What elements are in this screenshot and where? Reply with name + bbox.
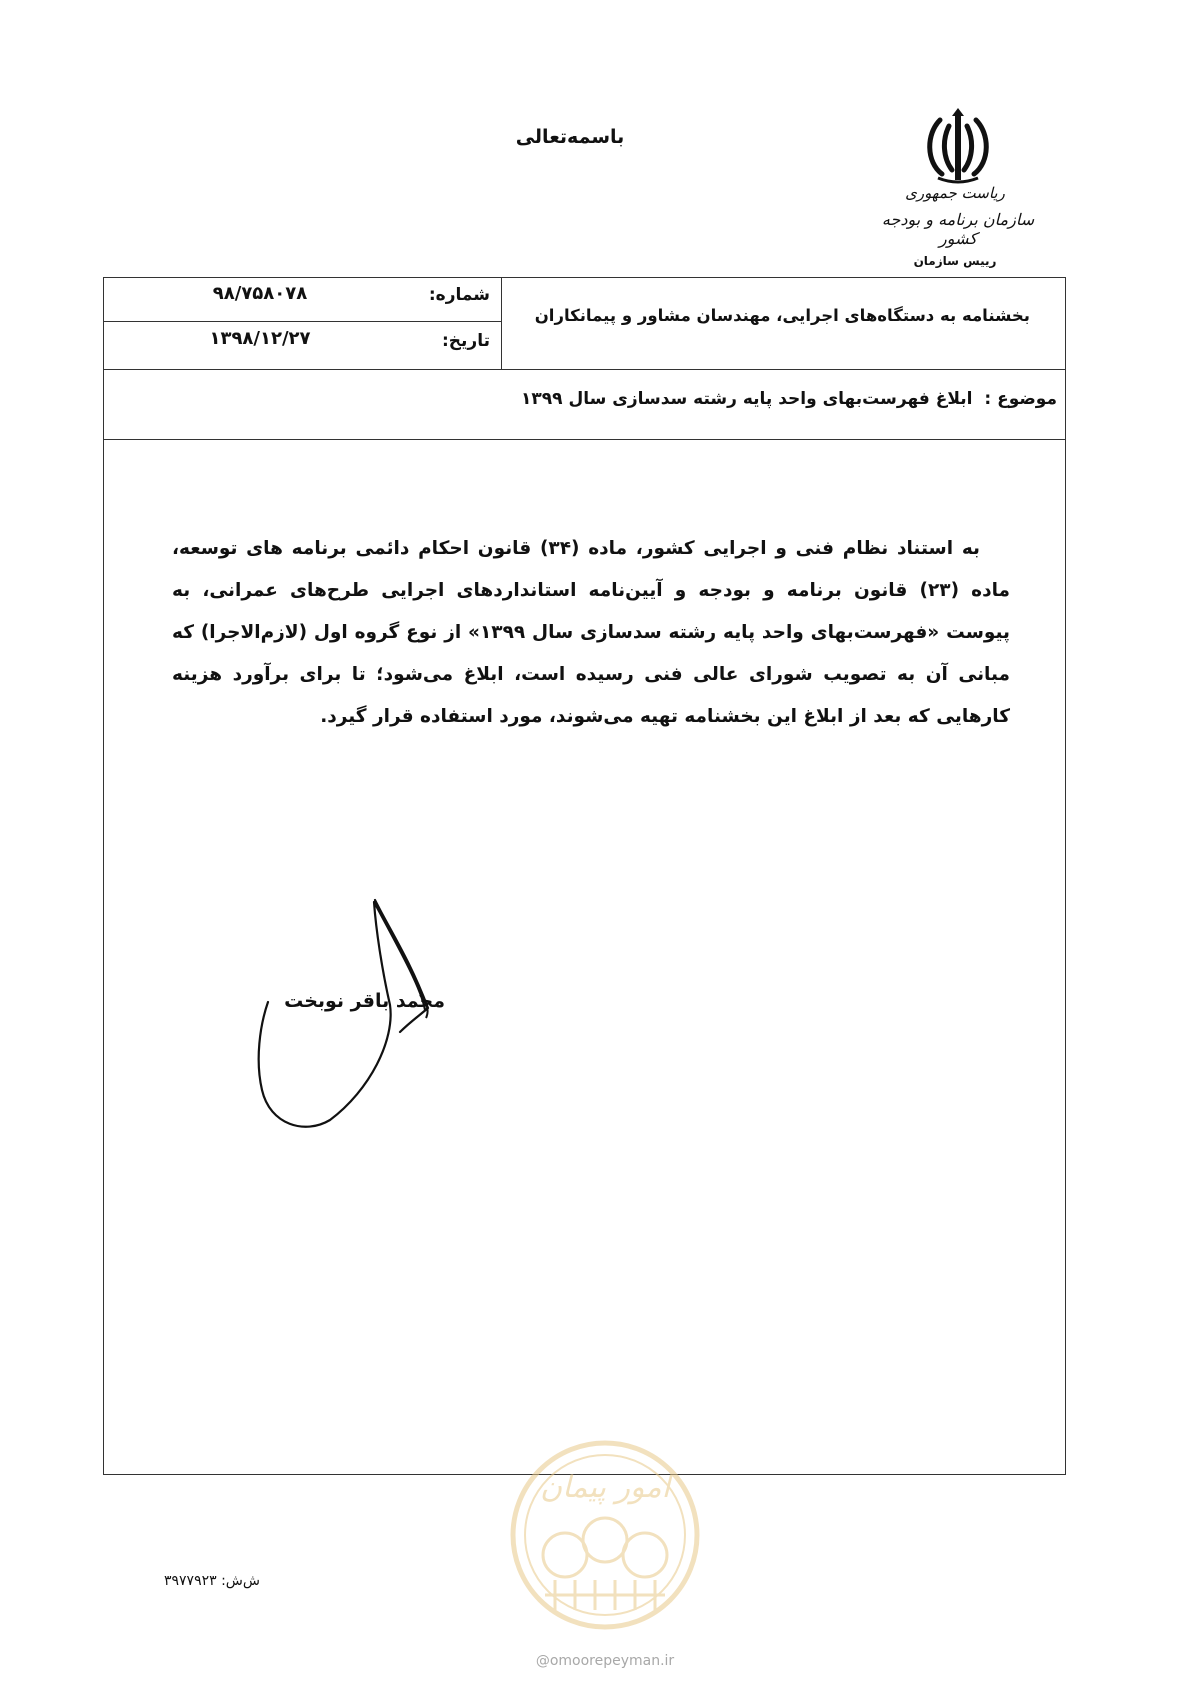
date-label: تاریخ: [442,331,490,351]
handwritten-signature [250,890,460,1140]
signer-name: محمد باقر نوبخت [284,990,445,1012]
number-value: ۹۸/۷۵۸۰۷۸ [212,283,308,304]
watermark-text: امور پیمان [540,1470,670,1505]
subject-label: موضوع : [984,389,1057,409]
iran-emblem-icon [918,108,998,186]
org-presidency: ریاست جمهوری [905,184,1005,202]
reference-code: ش‌ش: ۳۹۷۷۹۲۳ [164,1573,260,1589]
letter-body [172,528,1010,738]
org-name: سازمان برنامه و بودجه کشور [881,210,1035,248]
subject-line [300,389,1057,409]
subject-text: ابلاغ فهرست‌بهای واحد پایه رشته سدسازی سال ۱۳۹۹ [521,389,973,409]
number-label: شماره: [428,285,490,305]
body-paragraph: به استناد نظام فنی و اجرایی کشور، ماده (۳۴) قانون احکام دائمی برنامه های توسعه، ماده (۲۳) قانون برنامه و بودجه و آیین‌نامه استانداردهای اجرایی طرح‌های عمرانی، به پیوست «فهرست‌بهای واحد پایه رشته سدسازی سال ۱۳۹۹» از نوع گروه اول (لازم‌الاجرا) که مبانی آن به تصویب شورای عالی فنی رسیده است، ابلاغ می‌شود؛ تا برای برآورد هزینه کارهایی که بعد از ابلاغ این بخشنامه تهیه می‌شوند، مورد استفاده قرار گیرد. [172,538,1010,727]
recipients-line: بخشنامه به دستگاه‌های اجرایی، مهندسان مشاور و پیمانکاران [534,306,1030,325]
watermark-seal [505,1435,705,1635]
header-divider-number-date [103,321,501,322]
watermark-url: @omoorepeyman.ir [535,1653,675,1669]
date-value: ۱۳۹۸/۱۲/۲۷ [209,328,311,349]
header-divider-bottom [103,369,1066,370]
bismillah-heading: باسمه‌تعالی [515,126,625,148]
org-head-title: رییس سازمان [913,254,997,268]
letter-frame [103,277,1066,1475]
header-divider-vertical [501,277,502,369]
subject-divider-bottom [103,439,1066,440]
